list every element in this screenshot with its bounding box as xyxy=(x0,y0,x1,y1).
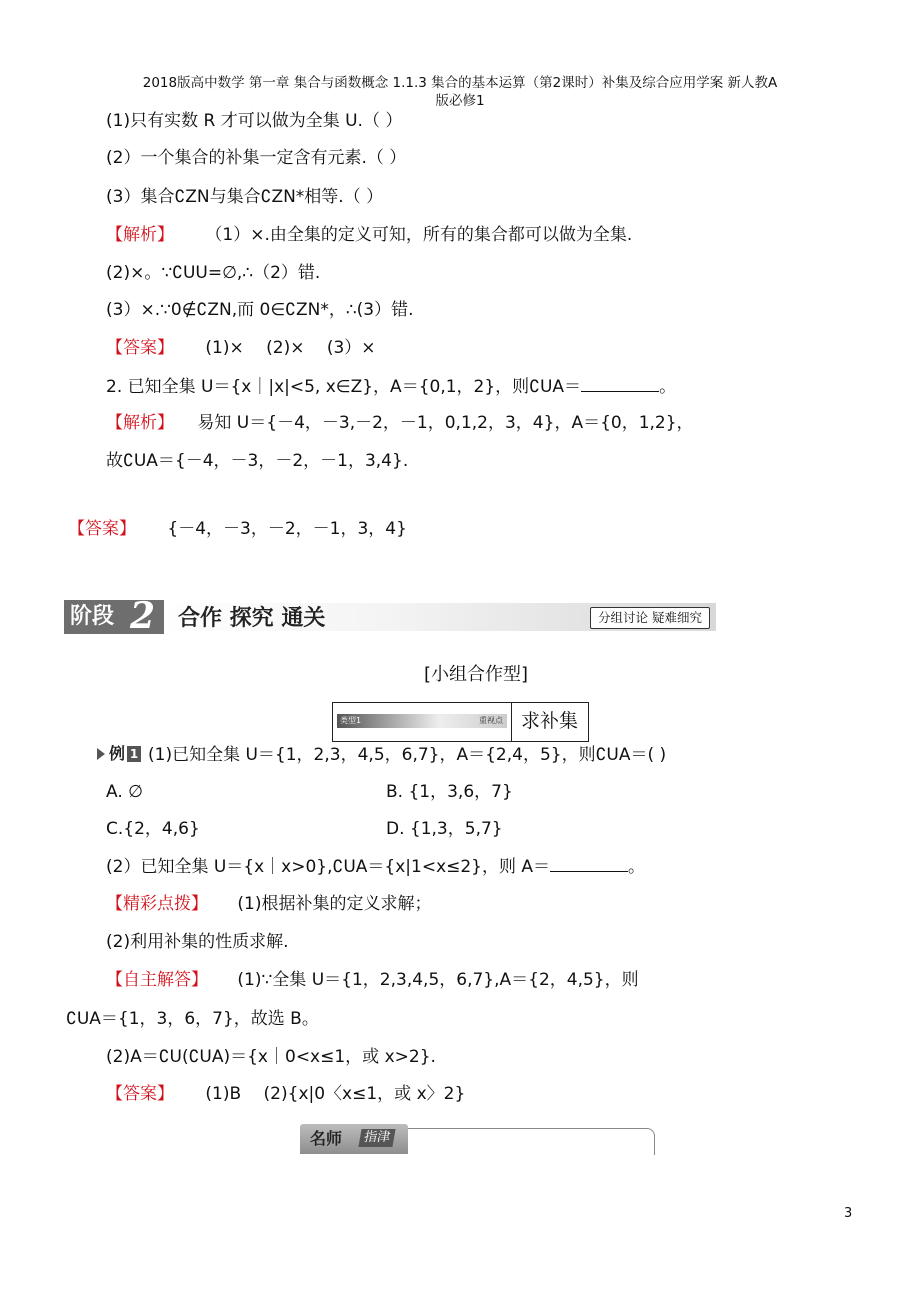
stage-title: 合作 探究 通关 xyxy=(178,605,326,631)
answer-2 xyxy=(68,518,407,540)
stage-tag: 分组讨论 疑难细究 xyxy=(590,607,710,629)
doc-header-line2: 版必修1 xyxy=(435,93,485,109)
solution-1 xyxy=(106,969,639,991)
hint-2: (2)利用补集的性质求解. xyxy=(106,932,289,952)
question-3: (3）集合∁ZN与集合∁ZN*相等.（ ） xyxy=(106,187,384,207)
answer-3 xyxy=(106,1083,465,1105)
type-divider xyxy=(511,703,512,741)
analysis-5: 故∁UA＝{－4，－3，－2，－1，3,4}. xyxy=(106,451,409,471)
tip-frame xyxy=(408,1128,655,1155)
page-number: 3 xyxy=(844,1206,853,1221)
answer-2-text: {－4，－3，－2，－1，3，4} xyxy=(167,519,407,539)
analysis-tag: 【解析】 xyxy=(106,413,174,433)
problem-2-end: 。 xyxy=(659,377,677,397)
stage-label: 阶段 xyxy=(64,600,164,634)
answer-1 xyxy=(106,337,376,359)
tip-text: 名师 xyxy=(310,1129,343,1148)
example-badge xyxy=(97,744,141,764)
example-number: 1 xyxy=(127,746,141,762)
analysis-3: (3）×.∵0∉∁ZN,而 0∈∁ZN*，∴(3）错. xyxy=(106,300,414,320)
analysis-1-text: （1）×.由全集的定义可知，所有的集合都可以做为全集. xyxy=(205,225,633,245)
doc-header-line1: 2018版高中数学 第一章 集合与函数概念 1.1.3 集合的基本运算（第2课时）补集及综合应用学案 新人教A xyxy=(142,75,778,91)
hint-1 xyxy=(106,893,432,915)
type-keyword: 重视点 xyxy=(479,716,503,725)
example-label: 例 xyxy=(109,744,126,763)
type-label: 类型1 xyxy=(340,716,362,725)
analysis-2: (2)×。∵∁UU=∅,∴（2）错. xyxy=(106,263,321,283)
solution-1-text: (1)∵全集 U＝{1，2,3,4,5，6,7},A＝{2，4,5}，则 xyxy=(237,970,639,990)
answer-blank xyxy=(550,856,628,872)
type-box xyxy=(332,702,589,742)
solution-3: (2)A＝∁U(∁UA)＝{x｜0<x≤1，或 x>2}. xyxy=(106,1047,436,1067)
answer-3-text: (1)B (2){x|0〈x≤1，或 x〉2} xyxy=(205,1084,466,1104)
question-1: (1)只有实数 R 才可以做为全集 U.（ ） xyxy=(106,111,403,131)
analysis-1 xyxy=(106,224,632,246)
triangle-icon xyxy=(97,748,105,760)
stage-number: 2 xyxy=(130,595,156,637)
problem-2-text: 2. 已知全集 U＝{x｜|x|<5, x∈Z}，A＝{0,1，2}，则∁UA＝ xyxy=(106,377,582,397)
answer-tag: 【答案】 xyxy=(68,519,136,539)
question-2: (2）一个集合的补集一定含有元素.（ ） xyxy=(106,148,407,168)
option-c: C.{2，4,6} xyxy=(106,819,200,839)
type-banner xyxy=(337,714,507,728)
hint-1-text: (1)根据补集的定义求解； xyxy=(237,894,432,914)
solution-2: ∁UA＝{1，3，6，7}，故选 B。 xyxy=(66,1009,319,1029)
answer-blank xyxy=(581,376,659,392)
example-2-end: 。 xyxy=(628,857,646,877)
example-1: (1)已知全集 U＝{1，2,3，4,5，6,7}，A＝{2,4，5}，则∁UA＝( ) xyxy=(148,745,667,765)
analysis-tag: 【解析】 xyxy=(106,225,174,245)
solution-tag: 【自主解答】 xyxy=(106,970,208,990)
teacher-tip-banner xyxy=(300,1124,656,1154)
tip-key: 指津 xyxy=(358,1129,395,1147)
answer-tag: 【答案】 xyxy=(106,1084,174,1104)
answer-tag: 【答案】 xyxy=(106,338,174,358)
problem-2 xyxy=(106,376,676,398)
analysis-4 xyxy=(106,412,694,434)
type-name: 求补集 xyxy=(521,710,579,732)
answer-1-text: (1)× (2)× (3）× xyxy=(205,338,376,358)
example-2-text: (2）已知全集 U＝{x｜x>0},∁UA＝{x|1<x≤2}，则 A＝ xyxy=(106,857,551,877)
hint-tag: 【精彩点拨】 xyxy=(106,894,208,914)
group-title: [小组合作型] xyxy=(424,664,529,685)
stage-banner xyxy=(64,595,716,637)
option-b: B. {1，3,6，7} xyxy=(386,782,513,802)
option-d: D. {1,3，5,7} xyxy=(386,819,503,839)
option-a: A. ∅ xyxy=(106,782,143,802)
example-2 xyxy=(106,856,645,878)
analysis-4-text: 易知 U＝{－4，－3,－2，－1，0,1,2，3，4}，A＝{0，1,2}， xyxy=(197,413,694,433)
